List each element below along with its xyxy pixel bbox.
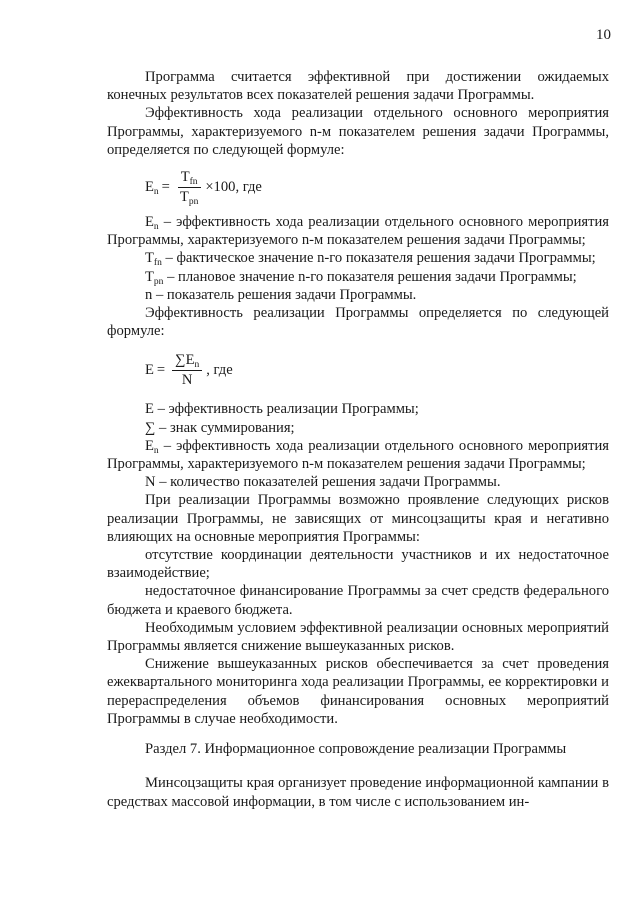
fraction-denominator: N [181, 371, 193, 388]
formula-equals: = [161, 178, 170, 195]
paragraph-risk-monitoring: Снижение вышеуказанных рисков обеспечивается за счет проведения ежеквартального мониторинга хода реализации Программы, ее корректировки и перераспределения объемов финансирования основных мероприятий Программы в случае необходимости. [107, 656, 609, 727]
definition-count-n: N – количество показателей решения задачи Программы. [145, 474, 501, 491]
definition-sum: ∑ – знак суммирования; [145, 419, 295, 436]
formula-fraction [177, 169, 201, 206]
fraction-numerator: $\sum E_n$ [172, 352, 202, 371]
definition-tfn: $T_{fn}$ – фактическое значение n-го показателя решения задачи Программы; [145, 250, 596, 269]
formula-tail: ×100, где [205, 178, 262, 195]
definition-en: $E_n$ – эффективность хода реализации отдельного основного мероприятия Программы, характеризуемого n-м показателем решения задачи Программы; [107, 214, 609, 249]
formula-tail: , где [206, 361, 233, 378]
formula-lhs: $E_n$ [145, 178, 159, 197]
fraction-denominator: $T_{pn}$ [179, 188, 199, 207]
formula-event-effectiveness [107, 163, 609, 211]
paragraph-event-effectiveness-intro: Эффективность хода реализации отдельного основного мероприятия Программы, характеризуемого n-м показателем решения задачи Программы, определяется по следующей формуле: [107, 105, 609, 158]
paragraph-effectiveness-condition: Программа считается эффективной при достижении ожидаемых конечных результатов всех показателей решения задачи Программы. [107, 69, 609, 104]
definition-tpn: $T_{pn}$ – плановое значение n-го показателя решения задачи Программы; [145, 268, 577, 287]
section-heading: Раздел 7. Информационное сопровождение реализации Программы [145, 741, 567, 758]
document-body [107, 68, 609, 811]
definition-en-2: $E_n$ – эффективность хода реализации отдельного основного мероприятия Программы, характеризуемого n-м показателем решения задачи Программы; [107, 437, 609, 473]
formula-equals: = [156, 361, 166, 378]
paragraph-risk-coordination: отсутствие координации деятельности участников и их недостаточное взаимодействие; [107, 547, 609, 582]
paragraph-info-campaign: Минсоцзащиты края организует проведение информационной кампании в средствах массовой информации, в том числе с использованием ин- [107, 775, 609, 810]
paragraph-risk-reduction-condition: Необходимым условием эффективной реализации основных мероприятий Программы является снижение вышеуказанных рисков. [107, 619, 609, 655]
definition-e: E – эффективность реализации Программы; [145, 401, 419, 418]
paragraph-program-effectiveness-intro: Эффективность реализации Программы определяется по следующей формуле: [107, 305, 609, 340]
paragraph-risk-financing: недостаточное финансирование Программы за счет средств федерального бюджета и краевого бюджета. [107, 583, 609, 618]
paragraph-risks-intro: При реализации Программы возможно проявление следующих рисков реализации Программы, не зависящих от минсоцзащиты края и негативно влияющих на основные мероприятия Программы: [107, 492, 609, 545]
formula-program-effectiveness [107, 346, 609, 394]
formula-lhs: E [145, 361, 154, 378]
definition-n: n – показатель решения задачи Программы. [145, 286, 417, 303]
fraction-numerator: $T_{fn}$ [178, 169, 201, 188]
page-number: 10 [596, 27, 611, 43]
formula-fraction [172, 352, 202, 389]
